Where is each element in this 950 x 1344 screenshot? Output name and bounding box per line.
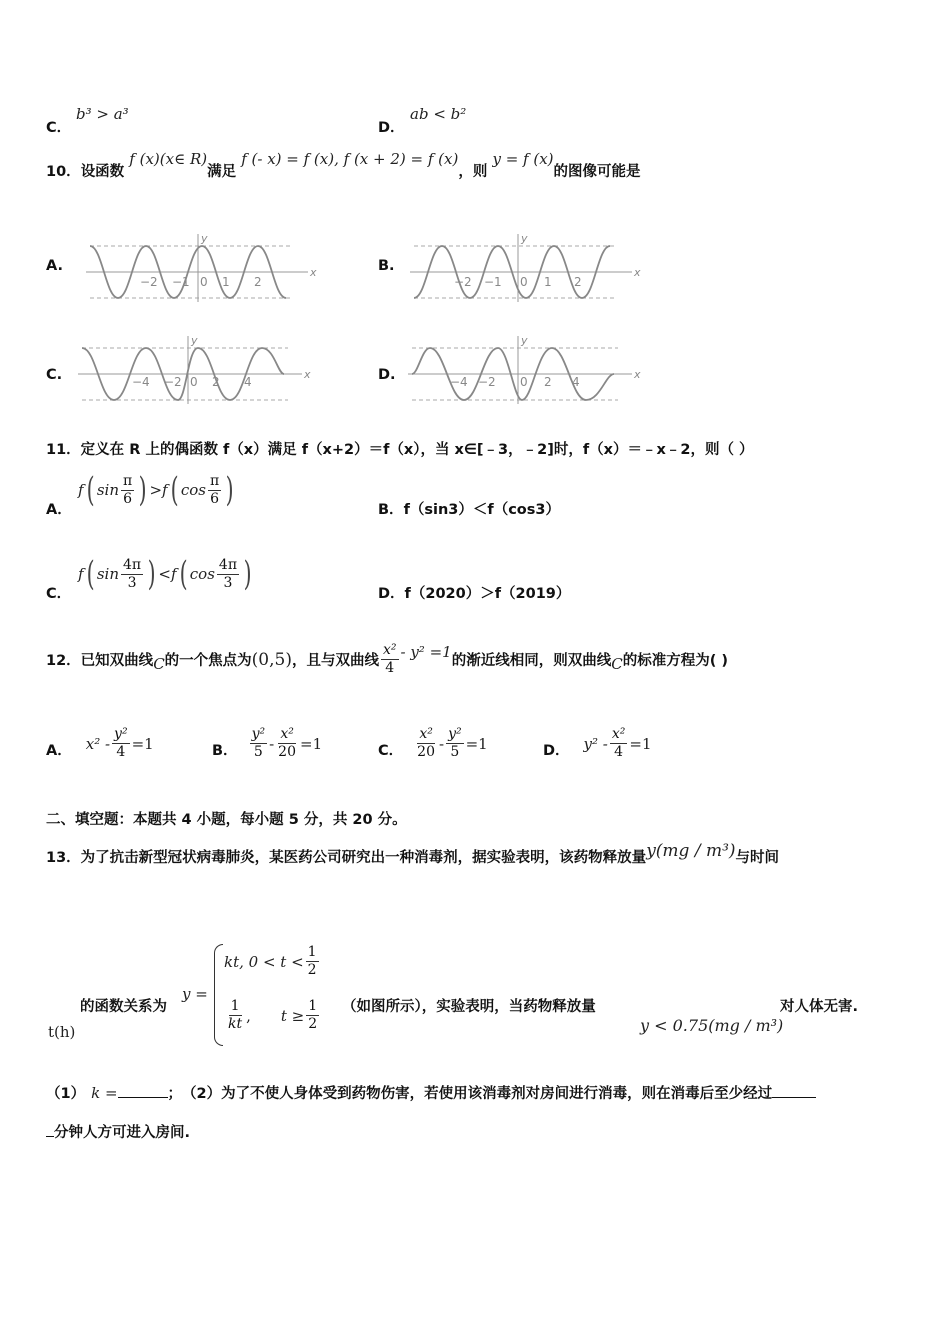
q9-option-c-label: C． <box>46 120 72 136</box>
q11-c-f2: f <box>170 565 177 583</box>
q11-option-b-label: B． <box>378 502 404 518</box>
graph-a-x-label: x <box>310 266 317 279</box>
q13-th: t(h) <box>48 1023 76 1041</box>
q13-case-1 <box>224 944 321 979</box>
q13-case2-cond: t ≥ <box>280 1006 305 1025</box>
graph-b-tick-5: 2 <box>574 275 582 289</box>
graph-b-tick-2: −1 <box>484 275 502 289</box>
q12-option-c-post: =1 <box>465 734 488 753</box>
q12-option-c <box>378 726 488 761</box>
graph-b-y-label: y <box>521 232 528 245</box>
q12-option-c-frac1 <box>415 726 437 761</box>
graph-b-x-label: x <box>634 266 641 279</box>
q12-stem <box>46 642 728 677</box>
q10-math-3: y = f (x) <box>492 150 554 168</box>
q11-option-d-label: D． <box>378 586 405 602</box>
q13-text-5: 对人体无害. <box>780 999 859 1015</box>
q12-option-d-num: x² <box>611 726 626 742</box>
graph-a-tick-4: 1 <box>222 275 230 289</box>
q13-text-2: 与时间 <box>735 850 780 866</box>
q13-case2-frac <box>226 998 244 1033</box>
q11-c-cos: cos <box>189 565 215 583</box>
q11-c-frac1 <box>121 557 143 592</box>
q13-cond: y < 0.75(mg / m³) <box>640 1016 784 1035</box>
q12-option-b-num1: y² <box>251 726 266 742</box>
q10-graph-c <box>74 334 314 406</box>
q11-option-a-label: A． <box>46 502 72 518</box>
graph-c-tick-3: 0 <box>190 375 198 389</box>
graph-a-svg <box>80 232 320 304</box>
q11-a-f2: f <box>162 481 168 499</box>
q12-option-d <box>543 726 652 761</box>
q12-text-1: 12．已知双曲线 <box>46 653 154 669</box>
graph-c-tick-2: −2 <box>164 375 182 389</box>
q13-p2: （2）为了不使人身体受到药物伤害，若使用该消毒剂对房间进行消毒，则在消毒后至少经过 <box>182 1086 773 1102</box>
graph-a-tick-2: −1 <box>172 275 190 289</box>
q12-option-c-num1: x² <box>419 726 433 742</box>
q11-c-rparen2: ) <box>243 554 252 594</box>
q11-option-c-expr <box>78 554 254 594</box>
q12-option-b-frac1 <box>250 726 268 761</box>
graph-c-tick-1: −4 <box>132 375 150 389</box>
graph-d-tick-3: 0 <box>520 375 528 389</box>
q12-option-d-den: 4 <box>614 744 624 760</box>
q13-text-4: （如图所示），实验表明，当药物释放量 <box>342 999 596 1015</box>
q12-option-a-label: A． <box>46 743 72 759</box>
q9-option-d-label: D． <box>378 120 405 136</box>
q11-a-f1: f <box>78 481 84 499</box>
q10-option-a-label: A. <box>46 258 63 274</box>
q13-case2-num: 1 <box>230 998 240 1014</box>
q11-c-frac1-num: 4π <box>122 556 142 573</box>
q13-p2-blank-1[interactable] <box>772 1083 816 1098</box>
graph-c-svg <box>74 334 314 406</box>
q12-text-5: 的标准方程为( ) <box>622 653 729 669</box>
q9-option-c-expr: b³ > a³ <box>76 105 129 123</box>
q12-option-b-frac2 <box>276 726 298 761</box>
q11-a-gt: > <box>149 481 163 499</box>
graph-d-tick-4: 2 <box>544 375 552 389</box>
q13-case1-frac <box>306 944 319 979</box>
q11-c-frac1-den: 3 <box>127 574 137 591</box>
q12-c-1: C <box>153 654 165 673</box>
q11-c-frac2-num: 4π <box>218 556 238 573</box>
q12-option-b-den1: 5 <box>253 744 263 760</box>
q13-p1-blank[interactable] <box>118 1083 168 1098</box>
q11-a-frac2-num: π <box>210 472 220 489</box>
q12-option-c-label: C． <box>378 743 404 759</box>
q10-graph-a <box>80 232 320 304</box>
q11-option-d-text: f（2020）＞f（2019） <box>404 586 571 602</box>
q12-option-b-label: B． <box>212 743 238 759</box>
q11-c-frac2 <box>217 557 239 592</box>
q11-a-rparen2: ) <box>225 470 234 510</box>
q12-option-a-num: y² <box>114 726 128 742</box>
q10-text-2: 满足 <box>207 164 237 180</box>
q13-case2-den: kt <box>228 1016 243 1032</box>
q12-option-a-post: =1 <box>131 734 154 753</box>
q13-stem-line1 <box>46 841 780 867</box>
graph-a-tick-1: −2 <box>140 275 158 289</box>
q12-option-c-mid: - <box>438 734 445 753</box>
q13-p2-end: 分钟人方可进入房间. <box>54 1125 191 1141</box>
graph-c-y-label: y <box>191 334 198 347</box>
q11-option-c-label: C． <box>46 586 72 602</box>
graph-b-tick-3: 0 <box>520 275 528 289</box>
q13-case1-num: 1 <box>307 944 317 960</box>
q11-a-frac1 <box>121 473 134 508</box>
graph-c-tick-4: 2 <box>212 375 220 389</box>
q11-a-rparen1: ) <box>138 470 147 510</box>
q13-case2-half <box>306 998 319 1033</box>
q12-c-2: C <box>611 654 623 673</box>
q12-option-a-frac <box>112 726 130 761</box>
q13-sub-line2 <box>46 1121 190 1142</box>
q10-stem <box>46 150 641 181</box>
q13-p1-k: k = <box>91 1084 118 1102</box>
q12-option-d-frac <box>610 726 628 761</box>
graph-b-svg <box>404 232 644 304</box>
q12-point: (0,5) <box>251 649 292 670</box>
q13-text-3: 的函数关系为 <box>80 999 167 1015</box>
q13-case2-half-num: 1 <box>308 998 318 1014</box>
q11-stem: 11．定义在 R 上的偶函数 f（x）满足 f（x+2）＝f（x），当 x∈[﹣3，﹣2]时，f（x）＝﹣x﹣2，则（ ） <box>46 442 754 458</box>
q10-graph-d <box>404 334 644 406</box>
q11-a-lparen1: ( <box>86 470 95 510</box>
q12-option-b-mid: - <box>269 734 275 753</box>
q13-p1-sep: ； <box>167 1086 183 1102</box>
q11-option-b <box>378 498 560 519</box>
q12-option-c-den1: 20 <box>417 744 435 760</box>
q12-option-c-num2: y² <box>448 726 462 742</box>
q12-option-c-den2: 5 <box>450 744 460 760</box>
q11-a-frac2-den: 6 <box>210 490 220 507</box>
q13-unit: y(mg / m³) <box>646 841 736 861</box>
q12-option-d-post: =1 <box>629 734 652 753</box>
q11-c-sin: sin <box>96 565 119 583</box>
q12-option-a-pre: x² - <box>85 734 111 753</box>
q12-option-d-pre: y² - <box>583 734 608 753</box>
q11-c-lparen2: ( <box>179 554 188 594</box>
q10-text-4: 的图像可能是 <box>553 164 641 180</box>
graph-b-tick-1: −2 <box>454 275 472 289</box>
q11-c-lt: < <box>158 565 171 583</box>
q13-case-2 <box>224 998 321 1033</box>
q11-option-a-expr <box>78 470 236 510</box>
q10-number: 10． <box>46 164 81 180</box>
graph-d-tick-1: −4 <box>450 375 468 389</box>
q11-a-frac1-num: π <box>122 472 133 489</box>
q13-case1-expr: kt, 0 < t < <box>224 952 304 971</box>
graph-c-tick-5: 4 <box>244 375 252 389</box>
q12-option-b <box>212 726 322 761</box>
q9-option-d-expr: ab < b² <box>410 105 467 123</box>
graph-d-y-label: y <box>521 334 528 347</box>
q10-math-2: f (- x) = f (x), f (x + 2) = f (x) <box>241 150 459 168</box>
q12-text-2: 的一个焦点为 <box>164 653 252 669</box>
q11-a-cos: cos <box>180 481 206 499</box>
q12-eq-rest: - y² =1 <box>400 642 452 661</box>
q13-case1-den: 2 <box>307 962 317 978</box>
q13-y-eq: y = <box>182 985 208 1003</box>
q10-math-1: f (x)(x∈ R) <box>129 150 208 168</box>
q12-option-a-den: 4 <box>116 744 126 760</box>
q11-a-lparen2: ( <box>170 470 179 510</box>
q10-option-c-label: C. <box>46 367 63 383</box>
section-2-heading: 二、填空题：本题共 4 小题，每小题 5 分，共 20 分。 <box>46 812 407 828</box>
graph-b-tick-4: 1 <box>544 275 552 289</box>
graph-d-x-label: x <box>634 368 641 381</box>
q13-p1-label: （1） <box>46 1086 86 1102</box>
q11-c-rparen1: ) <box>147 554 156 594</box>
q13-sub-line1 <box>46 1082 816 1103</box>
q13-case2-mid: , <box>246 1006 251 1025</box>
q12-option-b-den2: 20 <box>278 744 296 760</box>
q12-option-b-num2: x² <box>280 726 294 742</box>
q12-option-c-frac2 <box>446 726 464 761</box>
q11-option-b-text: f（sin3）＜f（cos3） <box>403 502 560 518</box>
q10-text-3: ，则 <box>458 164 488 180</box>
graph-d-tick-5: 4 <box>572 375 580 389</box>
q11-c-f1: f <box>78 565 84 583</box>
q10-graph-b <box>404 232 644 304</box>
q13-case2-half-den: 2 <box>308 1016 318 1032</box>
q12-option-a <box>46 726 154 761</box>
graph-d-svg <box>404 334 644 406</box>
graph-a-tick-5: 2 <box>254 275 262 289</box>
q11-c-frac2-den: 3 <box>223 574 233 591</box>
q11-a-frac2 <box>208 473 221 508</box>
q11-a-frac1-den: 6 <box>123 490 133 507</box>
q13-brace <box>214 944 223 1046</box>
q11-option-d <box>378 582 570 603</box>
q11-a-sin: sin <box>96 481 119 499</box>
q10-text-1: 设函数 <box>80 164 125 180</box>
q12-text-3: ，且与双曲线 <box>291 653 379 669</box>
q12-text-4: 的渐近线相同，则双曲线 <box>451 653 612 669</box>
q10-option-b-label: B. <box>378 258 395 274</box>
q12-option-d-label: D． <box>543 743 570 759</box>
graph-c-x-label: x <box>304 368 311 381</box>
q12-eq-frac <box>381 642 399 677</box>
q11-c-lparen1: ( <box>86 554 95 594</box>
q13-text-1: 13．为了抗击新型冠状病毒肺炎，某医药公司研究出一种消毒剂，据实验表明，该药物释放量 <box>46 850 647 866</box>
graph-a-y-label: y <box>201 232 208 245</box>
q12-option-b-post: =1 <box>300 734 323 753</box>
q10-option-d-label: D. <box>378 367 396 383</box>
q13-p2-blank-2[interactable] <box>46 1122 54 1137</box>
graph-d-tick-2: −2 <box>478 375 496 389</box>
graph-a-tick-3: 0 <box>200 275 208 289</box>
q12-eq-num: x² <box>382 642 397 658</box>
q12-eq-den: 4 <box>385 660 395 676</box>
